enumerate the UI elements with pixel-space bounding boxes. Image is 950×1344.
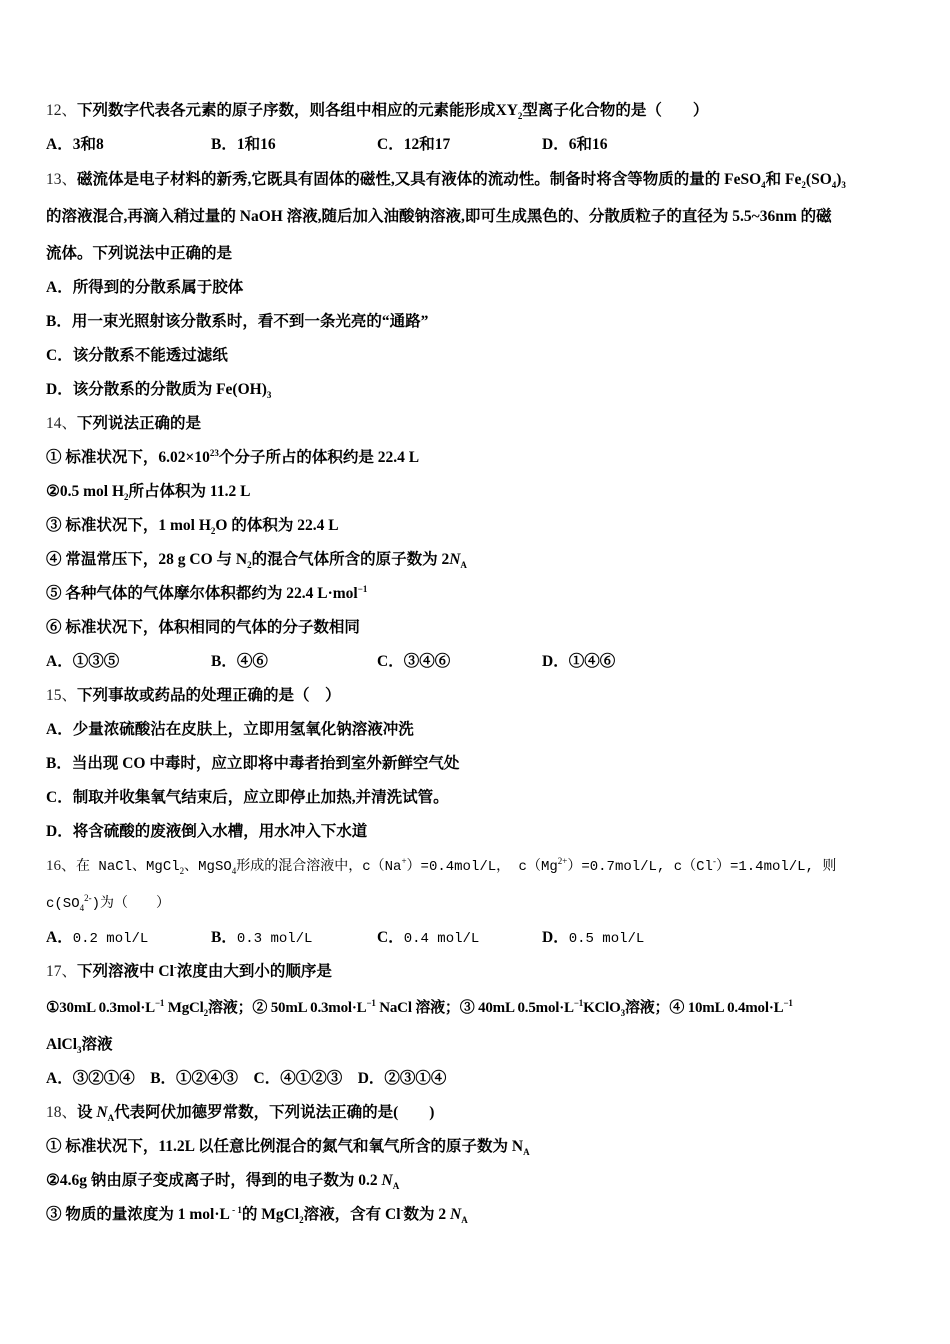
question-13-stem-line2: 的溶液混合,再滴入稍过量的 NaOH 溶液,随后加入油酸钠溶液,即可生成黑色的、分散质粒子的直径为 5.5~36nm 的磁: [46, 208, 832, 225]
q14-statement-5: ⑤ 各种气体的气体摩尔体积都约为 22.4 L·mol$^{-1}$: [46, 583, 368, 602]
q15-option-d: D．将含硫酸的废液倒入水槽，用水冲入下水道: [46, 823, 368, 840]
q16-option-b: B．0.3 mol/L: [211, 929, 313, 947]
q14-statement-2: ②0.5 mol $H_2$所占体积为 11.2 L: [46, 483, 251, 503]
q12-option-b: B．1和16: [211, 136, 276, 153]
q16-option-d: D．0.5 mol/L: [542, 929, 645, 947]
q17-options: A．③②①④ B．①②④③ C．④①②③ D．②③①④: [46, 1070, 447, 1087]
q16-option-a: A．0.2 mol/L: [46, 929, 149, 947]
q14-statement-3: ③ 标准状况下，1 mol $H_2O$ 的体积为 22.4 L: [46, 517, 339, 537]
question-14-stem: 14、下列说法正确的是: [46, 415, 202, 432]
q16-option-c: C．0.4 mol/L: [377, 929, 480, 947]
q18-statement-3: ③ 物质的量浓度为 1 mol·L $^{- 1}$的 MgCl$_2$溶液，含有 Cl-数为 2 $N_A$: [46, 1204, 468, 1226]
q12-option-d: D．6和16: [542, 136, 608, 153]
question-16-stem-line1: 16、在 NaCl、MgCl$_2$、MgSO$_4$形成的混合溶液中，c（Na+）=0.4mol/L， $c(Mg^{2+})=0.7mol/L$, c（Cl-）=1.4mol/L, 则: [46, 856, 837, 876]
question-12-stem: 12、下列数字代表各元素的原子序数，则各组中相应的元素能形成$XY_2$型离子化合物的是（ ）: [46, 102, 709, 122]
q15-option-c: C．制取并收集氧气结束后，应立即停止加热,并清洗试管。: [46, 789, 449, 806]
q12-option-a: A．3和8: [46, 136, 104, 153]
q15-option-a: A．少量浓硫酸沾在皮肤上，立即用氢氧化钠溶液冲洗: [46, 721, 414, 738]
q18-statement-1: ① 标准状况下，11.2L 以任意比例混合的氮气和氧气所含的原子数为 $N_A$: [46, 1138, 530, 1158]
q18-statement-2: ②4.6g 钠由原子变成离子时，得到的电子数为 0.2 $N_A$: [46, 1172, 400, 1192]
question-17-stem: 17、下列溶液中 Cl-浓度由大到小的顺序是: [46, 961, 332, 980]
q14-option-b: B．④⑥: [211, 653, 268, 670]
q12-option-c: C．12和17: [377, 136, 451, 153]
question-15-stem: 15、下列事故或药品的处理正确的是（ ）: [46, 687, 341, 704]
question-17-solutions-line: ①30mL $0.3mol\cdot L^{-1}$ MgCl$_2$溶液；② 50mL $0.3mol\cdot L^{-1}$ NaCl 溶液；③ 40mL $0.5mol\cdot L^{-1}KClO_3$溶液；④ 10mL $0.4mol\cdot L^{-1}$: [46, 998, 793, 1018]
question-16-stem-line2: $c(SO_4^{2-})$为（ ）: [46, 892, 171, 914]
q13-option-b: B．用一束光照射该分散系时，看不到一条光亮的“通路”: [46, 313, 429, 330]
q14-option-c: C．③④⑥: [377, 653, 451, 670]
question-13-stem-line3: 流体。下列说法中正确的是: [46, 245, 233, 262]
q13-option-c: C．该分散系不能透过滤纸: [46, 347, 228, 364]
q14-statement-6: ⑥ 标准状况下，体积相同的气体的分子数相同: [46, 619, 360, 636]
question-13-stem-line1: 13、磁流体是电子材料的新秀,它既具有固体的磁性,又具有液体的流动性。制备时将含等物质的量的 FeSO$_4$和 $Fe_2(SO_4)_3$: [46, 171, 846, 191]
q14-option-d: D．①④⑥: [542, 653, 616, 670]
q15-option-b: B．当出现 CO 中毒时，应立即将中毒者抬到室外新鲜空气处: [46, 755, 460, 772]
question-17-solutions-line2: AlCl$_3$溶液: [46, 1036, 113, 1056]
q14-option-a: A．①③⑤: [46, 653, 120, 670]
q13-option-a: A．所得到的分散系属于胶体: [46, 279, 244, 296]
q14-statement-4: ④ 常温常压下，28 g CO 与 $N_2$的混合气体所含的原子数为 $2N_A$: [46, 551, 467, 571]
q14-statement-1: ① 标准状况下，$6.02\times 10^{23}$个分子所占的体积约是 22.4 L: [46, 447, 420, 466]
q13-option-d: D．该分散系的分散质为 $Fe(OH)_3$: [46, 381, 272, 401]
question-18-stem: 18、设 $N_A$代表阿伏加德罗常数，下列说法正确的是( ): [46, 1104, 435, 1124]
